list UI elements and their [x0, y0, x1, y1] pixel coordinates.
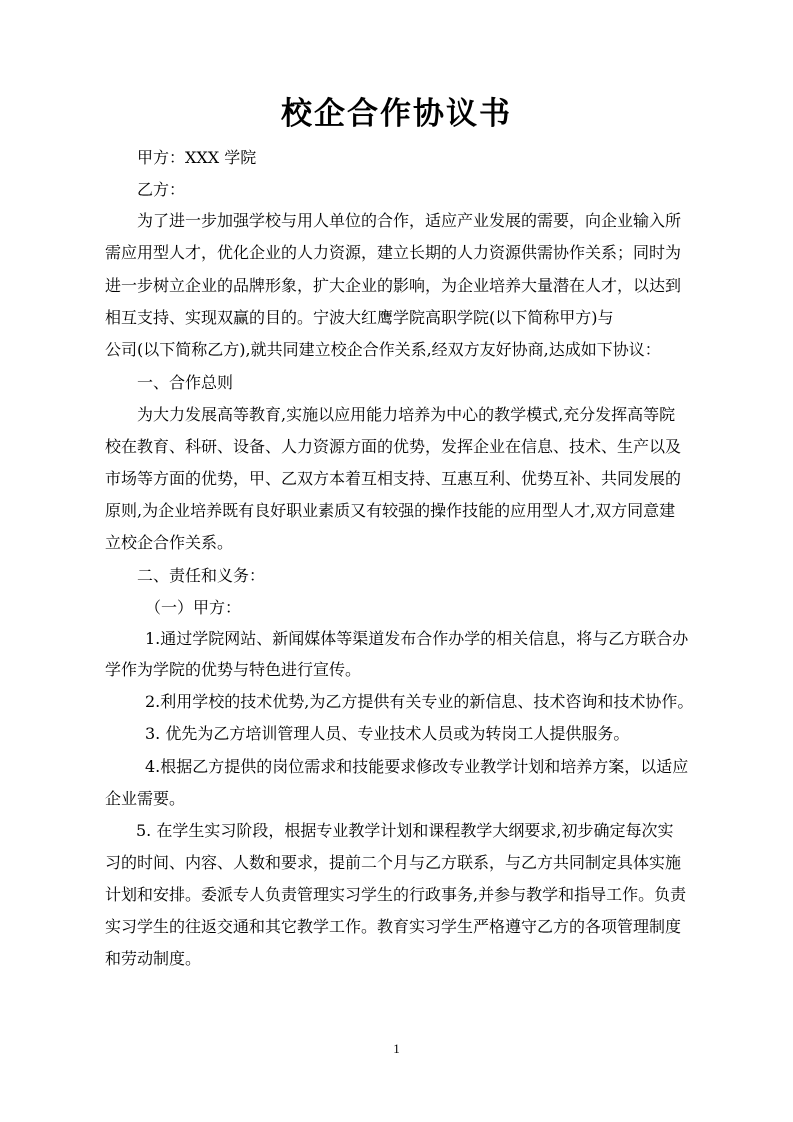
document-title: 校企合作协议书	[281, 96, 512, 132]
item-3-line: 3. 优先为乙方培训管理人员、专业技术人员或为转岗工人提供服务。	[145, 724, 630, 743]
sub-heading-party-a: （一）甲方：	[145, 598, 242, 617]
section1-line-2: 校在教育、科研、设备、人力资源方面的优势，发挥企业在信息、技术、生产以及	[105, 437, 682, 456]
item-5-line-4: 实习学生的往返交通和其它教学工作。教育实习学生严格遵守乙方的各项管理制度	[105, 917, 682, 936]
intro-line-5: 公司(以下简称乙方),就共同建立校企合作关系,经双方友好协商,达成如下协议：	[105, 340, 661, 359]
section1-line-3: 市场等方面的优势，甲、乙双方本着互相支持、互惠互利、优势互补、共同发展的	[105, 469, 682, 488]
item-1-line-2: 学作为学院的优势与特色进行宣传。	[105, 660, 362, 679]
item-4-line-2: 企业需要。	[105, 789, 186, 808]
party-b-line: 乙方：	[137, 180, 186, 199]
item-5-line-5: 和劳动制度。	[105, 949, 202, 968]
section2-heading: 二、责任和义务：	[137, 566, 266, 585]
section1-heading: 一、合作总则	[137, 373, 234, 392]
item-4-line-1: 4.根据乙方提供的岗位需求和技能要求修改专业教学计划和培养方案，以适应	[145, 757, 689, 776]
party-a-line: 甲方：XXX 学院	[137, 148, 257, 167]
item-5-line-1: 5. 在学生实习阶段，根据专业教学计划和课程教学大纲要求,初步确定每次实	[136, 821, 674, 840]
intro-line-4: 相互支持、实现双赢的目的。宁波大红鹰学院高职学院(以下简称甲方)与	[105, 308, 614, 327]
intro-line-2: 需应用型人才，优化企业的人力资源，建立长期的人力资源供需协作关系；同时为	[105, 243, 682, 262]
item-1-line-1: 1.通过学院网站、新闻媒体等渠道发布合作办学的相关信息，将与乙方联合办	[145, 629, 689, 648]
page-number: 1	[393, 1041, 400, 1056]
intro-line-3: 进一步树立企业的品牌形象，扩大企业的影响，为企业培养大量潜在人才，以达到	[105, 276, 682, 295]
item-5-line-3: 计划和安排。委派专人负责管理实习学生的行政事务,并参与教学和指导工作。负责	[105, 885, 687, 904]
section1-line-1: 为大力发展高等教育,实施以应用能力培养为中心的教学模式,充分发挥高等院	[137, 405, 676, 424]
item-2-line: 2.利用学校的技术优势,为乙方提供有关专业的新信息、技术咨询和技术协作。	[145, 692, 694, 711]
section1-line-4: 原则,为企业培养既有良好职业素质又有较强的操作技能的应用型人才,双方同意建	[105, 501, 676, 520]
item-5-line-2: 习的时间、内容、人数和要求，提前二个月与乙方联系，与乙方共同制定具体实施	[105, 853, 682, 872]
section1-line-5: 立校企合作关系。	[105, 533, 234, 552]
intro-line-1: 为了进一步加强学校与用人单位的合作，适应产业发展的需要，向企业输入所	[137, 211, 682, 230]
